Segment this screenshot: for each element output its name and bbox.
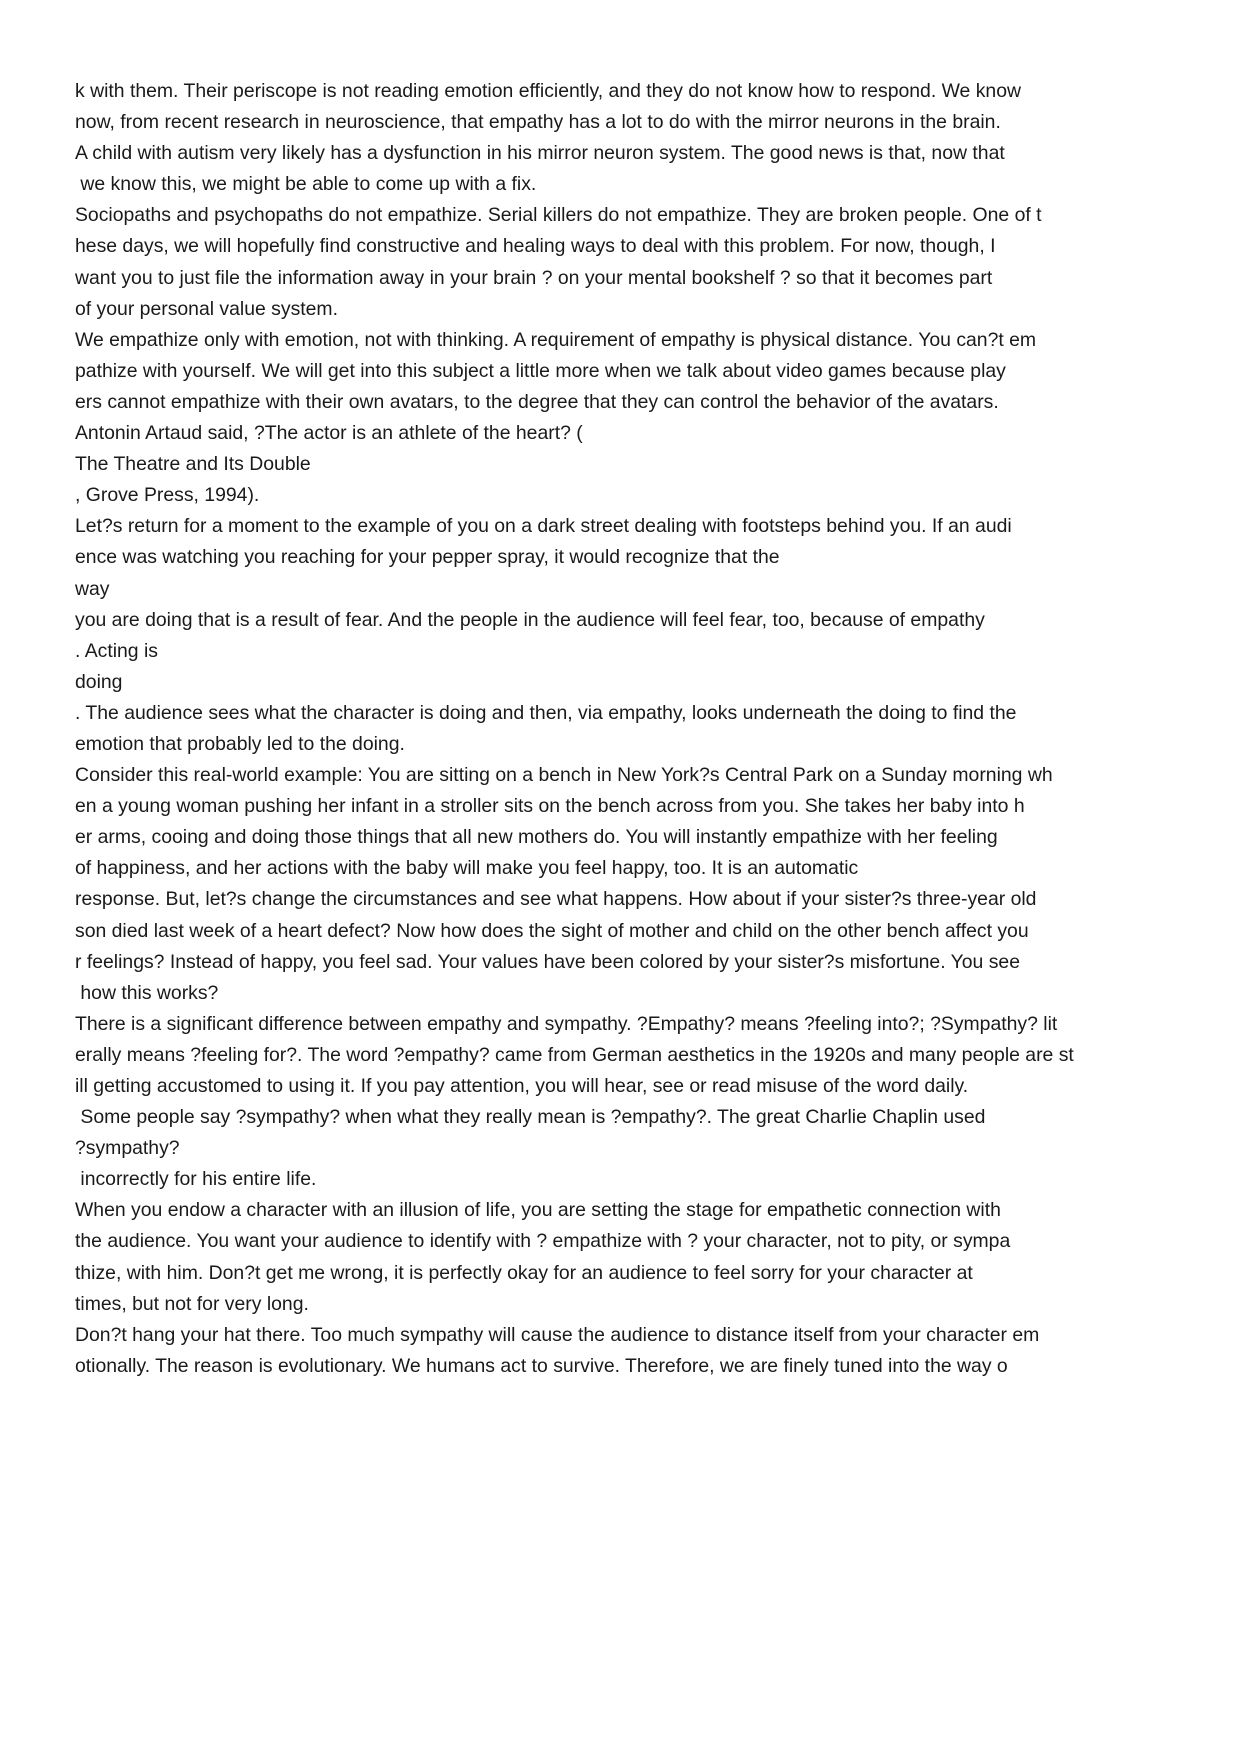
text-line: we know this, we might be able to come up with a fix. xyxy=(75,173,537,196)
text-line: . Acting is xyxy=(75,639,158,662)
text-line: Sociopaths and psychopaths do not empathize. Serial killers do not empathize. They are broken people. One of t xyxy=(75,204,1042,227)
text-line: of your personal value system. xyxy=(75,297,338,320)
text-line: of happiness, and her actions with the baby will make you feel happy, too. It is an automatic xyxy=(75,857,859,880)
text-line: When you endow a character with an illusion of life, you are setting the stage for empathetic connection with xyxy=(75,1199,1001,1222)
text-line: ill getting accustomed to using it. If you pay attention, you will hear, see or read misuse of the word daily. xyxy=(75,1075,969,1097)
text-line: ence was watching you reaching for your pepper spray, it would recognize that the xyxy=(75,546,780,569)
text-line: want you to just file the information away in your brain ? on your mental bookshelf ? so that it becomes part xyxy=(75,266,993,289)
text-line: now, from recent research in neuroscience, that empathy has a lot to do with the mirror neurons in the brain. xyxy=(75,111,1001,134)
text-line: Antonin Artaud said, ?The actor is an athlete of the heart? ( xyxy=(75,422,583,445)
text-line: . The audience sees what the character is doing and then, via empathy, looks underneath the doing to find the xyxy=(75,701,1017,724)
text-line: response. But, let?s change the circumstances and see what happens. How about if your sister?s three-year old xyxy=(75,888,1037,911)
text-line: ?sympathy? xyxy=(75,1137,180,1160)
text-line: A child with autism very likely has a dysfunction in his mirror neuron system. The good news is that, now that xyxy=(75,142,1005,165)
text-line: Let?s return for a moment to the example of you on a dark street dealing with footsteps behind you. If an audi xyxy=(75,515,1012,538)
text-line: Consider this real-world example: You are sitting on a bench in New York?s Central Park on a Sunday morning wh xyxy=(75,764,1053,787)
text-line: Don?t hang your hat there. Too much sympathy will cause the audience to distance itself from your character em xyxy=(75,1323,1040,1346)
body-text xyxy=(75,76,1215,1382)
text-line: you are doing that is a result of fear. And the people in the audience will feel fear, too, because of empathy xyxy=(75,608,985,631)
text-line: ers cannot empathize with their own avatars, to the degree that they can control the behavior of the avatars. xyxy=(75,390,999,413)
text-line: way xyxy=(75,577,110,600)
text-line: how this works? xyxy=(75,981,219,1004)
text-line: The Theatre and Its Double xyxy=(75,453,311,476)
text-line: incorrectly for his entire life. xyxy=(75,1168,317,1191)
text-line: There is a significant difference between empathy and sympathy. ?Empathy? means ?feeling into?; ?Sympathy? lit xyxy=(75,1012,1058,1035)
text-line: Some people say ?sympathy? when what they really mean is ?empathy?. The great Charlie Chaplin used xyxy=(75,1106,986,1129)
text-line: hese days, we will hopefully find constructive and healing ways to deal with this problem. For now, though, I xyxy=(75,235,996,258)
text-line: pathize with yourself. We will get into this subject a little more when we talk about video games because play xyxy=(75,359,1006,382)
text-line: times, but not for very long. xyxy=(75,1292,309,1315)
text-line: r feelings? Instead of happy, you feel sad. Your values have been colored by your sister?s misfortune. You see xyxy=(75,950,1020,973)
text-line: doing xyxy=(75,670,123,693)
text-line: erally means ?feeling for?. The word ?empathy? came from German aesthetics in the 1920s and many people are st xyxy=(75,1043,1074,1066)
text-line: emotion that probably led to the doing. xyxy=(75,732,405,755)
text-line: the audience. You want your audience to identify with ? empathize with ? your character, not to pity, or sympa xyxy=(75,1230,1011,1253)
text-line: son died last week of a heart defect? Now how does the sight of mother and child on the other bench affect you xyxy=(75,919,1029,942)
text-line: thize, with him. Don?t get me wrong, it is perfectly okay for an audience to feel sorry for your character at xyxy=(75,1261,973,1284)
text-line: We empathize only with emotion, not with thinking. A requirement of empathy is physical distance. You can?t em xyxy=(75,328,1037,351)
text-line: , Grove Press, 1994). xyxy=(75,484,260,507)
text-line: otionally. The reason is evolutionary. We humans act to survive. Therefore, we are finely tuned into the way o xyxy=(75,1354,1008,1377)
text-line: en a young woman pushing her infant in a stroller sits on the bench across from you. She takes her baby into h xyxy=(75,795,1025,818)
text-line: er arms, cooing and doing those things that all new mothers do. You will instantly empathize with her feeling xyxy=(75,826,998,849)
text-line: k with them. Their periscope is not reading emotion efficiently, and they do not know how to respond. We know xyxy=(75,80,1021,102)
